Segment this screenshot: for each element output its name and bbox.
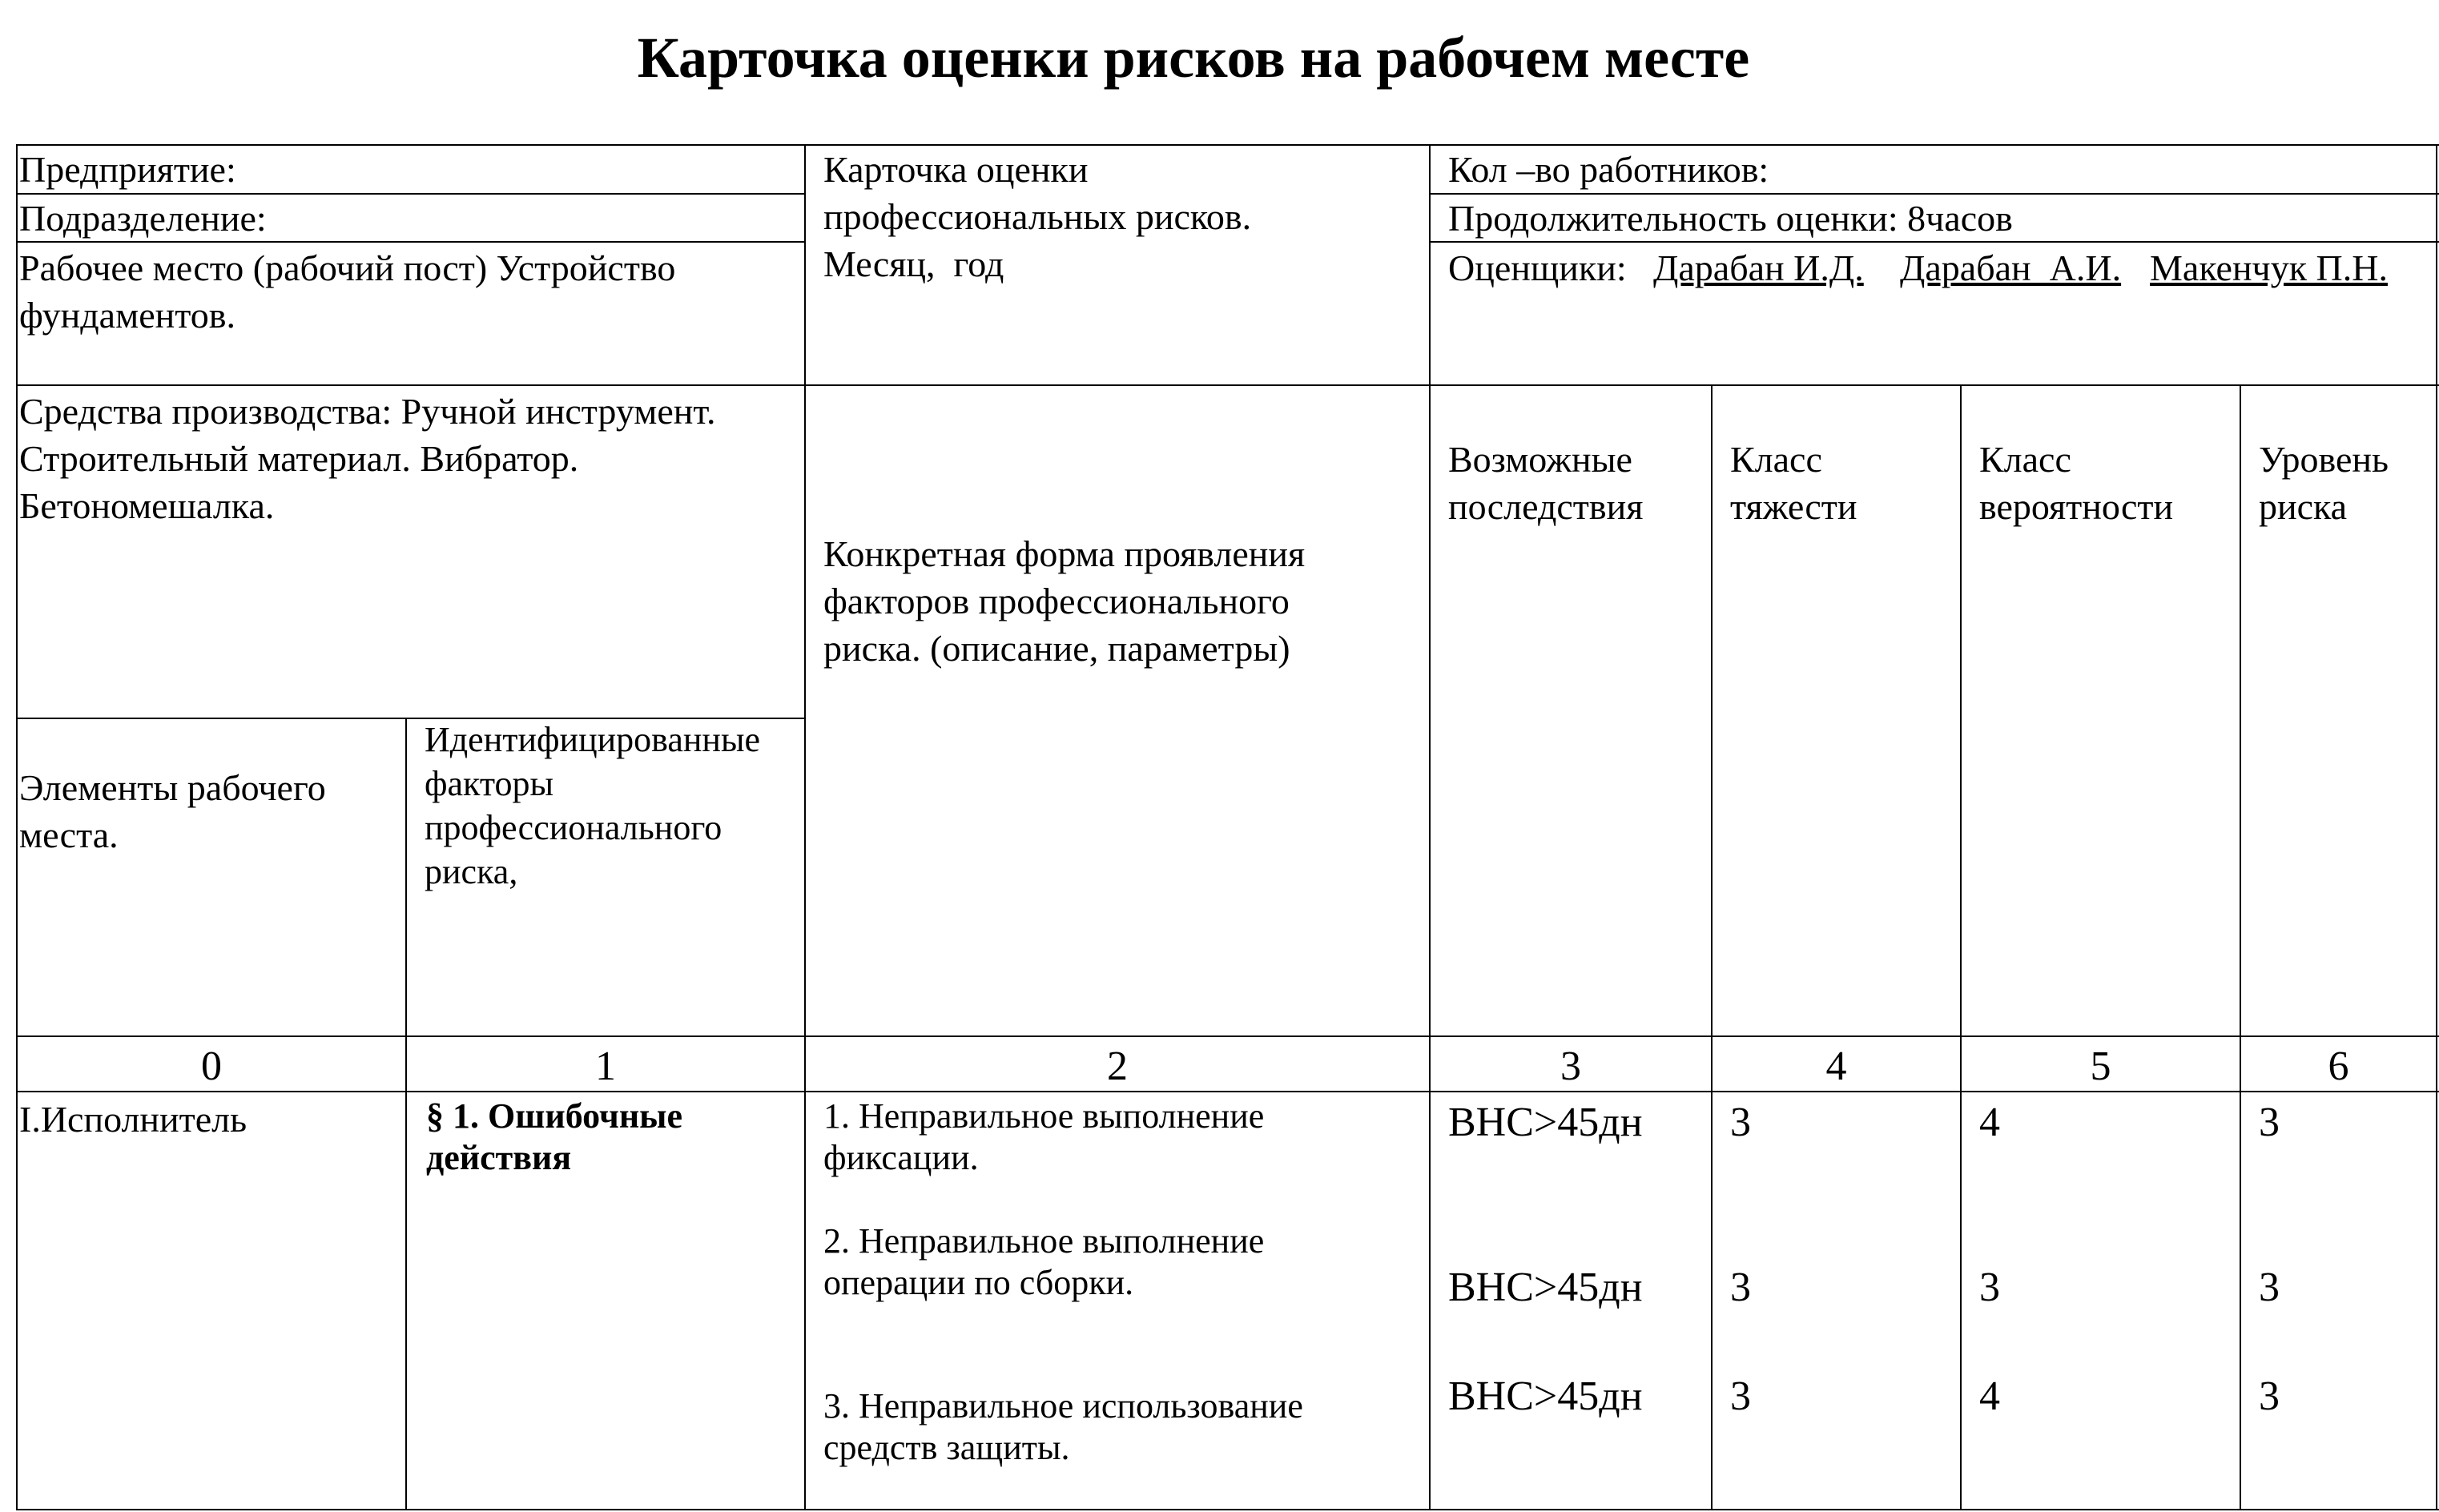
severity-value: 3 <box>1730 1373 1751 1419</box>
factors-header-line-1: Идентифицированные <box>425 720 761 759</box>
factors-header-line-3: профессионального <box>425 808 722 847</box>
card-line-3: Месяц, год <box>823 243 1004 284</box>
rule-col-2 <box>804 144 806 1510</box>
card-line-2: профессиональных рисков. <box>823 196 1252 237</box>
assessor-name: Дарабан А.И. <box>1900 247 2122 288</box>
column-number: 1 <box>595 1044 616 1089</box>
workplace-line-2: фундаментов. <box>19 295 235 336</box>
assessment-duration: Продолжительность оценки: 8часов <box>1448 198 2013 239</box>
consequence-value: ВНС>45дн <box>1448 1373 1643 1419</box>
factor-description-line-2: фиксации. <box>823 1138 979 1177</box>
page-title: Карточка оценки рисков на рабочем месте <box>637 26 1750 90</box>
rule-column-numbers-top <box>16 1035 2439 1037</box>
consequence-value: ВНС>45дн <box>1448 1100 1643 1145</box>
factors-header-line-2: факторы <box>425 764 554 803</box>
consequences-header-line-1: Возможные <box>1448 439 1632 480</box>
rule-header-bottom <box>16 384 2439 386</box>
division-label: Подразделение: <box>19 198 267 239</box>
table-left-border <box>16 144 18 1510</box>
risk-value: 3 <box>2259 1265 2280 1310</box>
section-title-line-1: § 1. Ошибочные <box>426 1096 683 1136</box>
factor-description-line-2: операции по сборки. <box>823 1263 1134 1302</box>
risk-header-line-2: риска <box>2259 486 2348 527</box>
form-header-line-3: риска. (описание, параметры) <box>823 628 1290 669</box>
probability-header-line-2: вероятности <box>1979 486 2174 527</box>
consequence-value: ВНС>45дн <box>1448 1265 1643 1310</box>
column-number: 6 <box>2328 1044 2349 1089</box>
assessor-name: Дарабан И.Д. <box>1653 247 1864 288</box>
rule-col-5 <box>1960 384 1962 1510</box>
rule-column-numbers-bottom <box>16 1091 2439 1092</box>
probability-value: 3 <box>1979 1265 2000 1310</box>
table-top-border <box>16 144 2439 146</box>
rule-col-1 <box>405 718 407 1510</box>
factors-header-line-4: риска, <box>425 852 518 891</box>
table-bottom-border <box>16 1509 2439 1510</box>
column-number: 5 <box>2090 1044 2111 1089</box>
probability-header-line-1: Класс <box>1979 439 2071 480</box>
consequences-header-line-2: последствия <box>1448 486 1644 527</box>
factor-description-line-1: 2. Неправильное выполнение <box>823 1221 1265 1261</box>
element-performer: I.Исполнитель <box>19 1099 248 1140</box>
means-line-2: Строительный материал. Вибратор. <box>19 438 579 479</box>
table-right-border <box>2436 144 2437 1510</box>
enterprise-label: Предприятие: <box>19 149 236 190</box>
severity-value: 3 <box>1730 1100 1751 1145</box>
column-number: 2 <box>1107 1044 1128 1089</box>
elements-header-line-2: места. <box>19 814 119 855</box>
workers-count-label: Кол –во работников: <box>1448 149 1769 190</box>
severity-value: 3 <box>1730 1265 1751 1310</box>
rule-col-4 <box>1711 384 1713 1510</box>
form-header-line-1: Конкретная форма проявления <box>823 533 1306 574</box>
severity-header-line-2: тяжести <box>1730 486 1857 527</box>
risk-value: 3 <box>2259 1373 2280 1419</box>
workplace-line-1: Рабочее место (рабочий пост) Устройство <box>19 247 676 288</box>
column-number: 3 <box>1560 1044 1581 1089</box>
form-header-line-2: факторов профессионального <box>823 581 1290 621</box>
factor-description-line-1: 1. Неправильное выполнение <box>823 1096 1265 1136</box>
means-line-1: Средства производства: Ручной инструмент. <box>19 391 716 432</box>
factor-description-line-2: средств защиты. <box>823 1428 1070 1467</box>
risk-value: 3 <box>2259 1100 2280 1145</box>
column-number: 0 <box>201 1044 222 1089</box>
factor-description-line-1: 3. Неправильное использование <box>823 1386 1303 1426</box>
assessors-label: Оценщики: <box>1448 247 1627 288</box>
rule-col-6 <box>2240 384 2241 1510</box>
column-number: 4 <box>1825 1044 1847 1089</box>
elements-header-line-1: Элементы рабочего <box>19 767 326 808</box>
means-line-3: Бетономешалка. <box>19 485 275 526</box>
card-line-1: Карточка оценки <box>823 149 1089 190</box>
severity-header-line-1: Класс <box>1730 439 1822 480</box>
assessor-name: Макенчук П.Н. <box>2150 247 2388 288</box>
probability-value: 4 <box>1979 1373 2000 1419</box>
risk-header-line-1: Уровень <box>2259 439 2389 480</box>
section-title-line-2: действия <box>426 1138 572 1177</box>
rule-col-3 <box>1429 144 1431 1510</box>
probability-value: 4 <box>1979 1100 2000 1145</box>
